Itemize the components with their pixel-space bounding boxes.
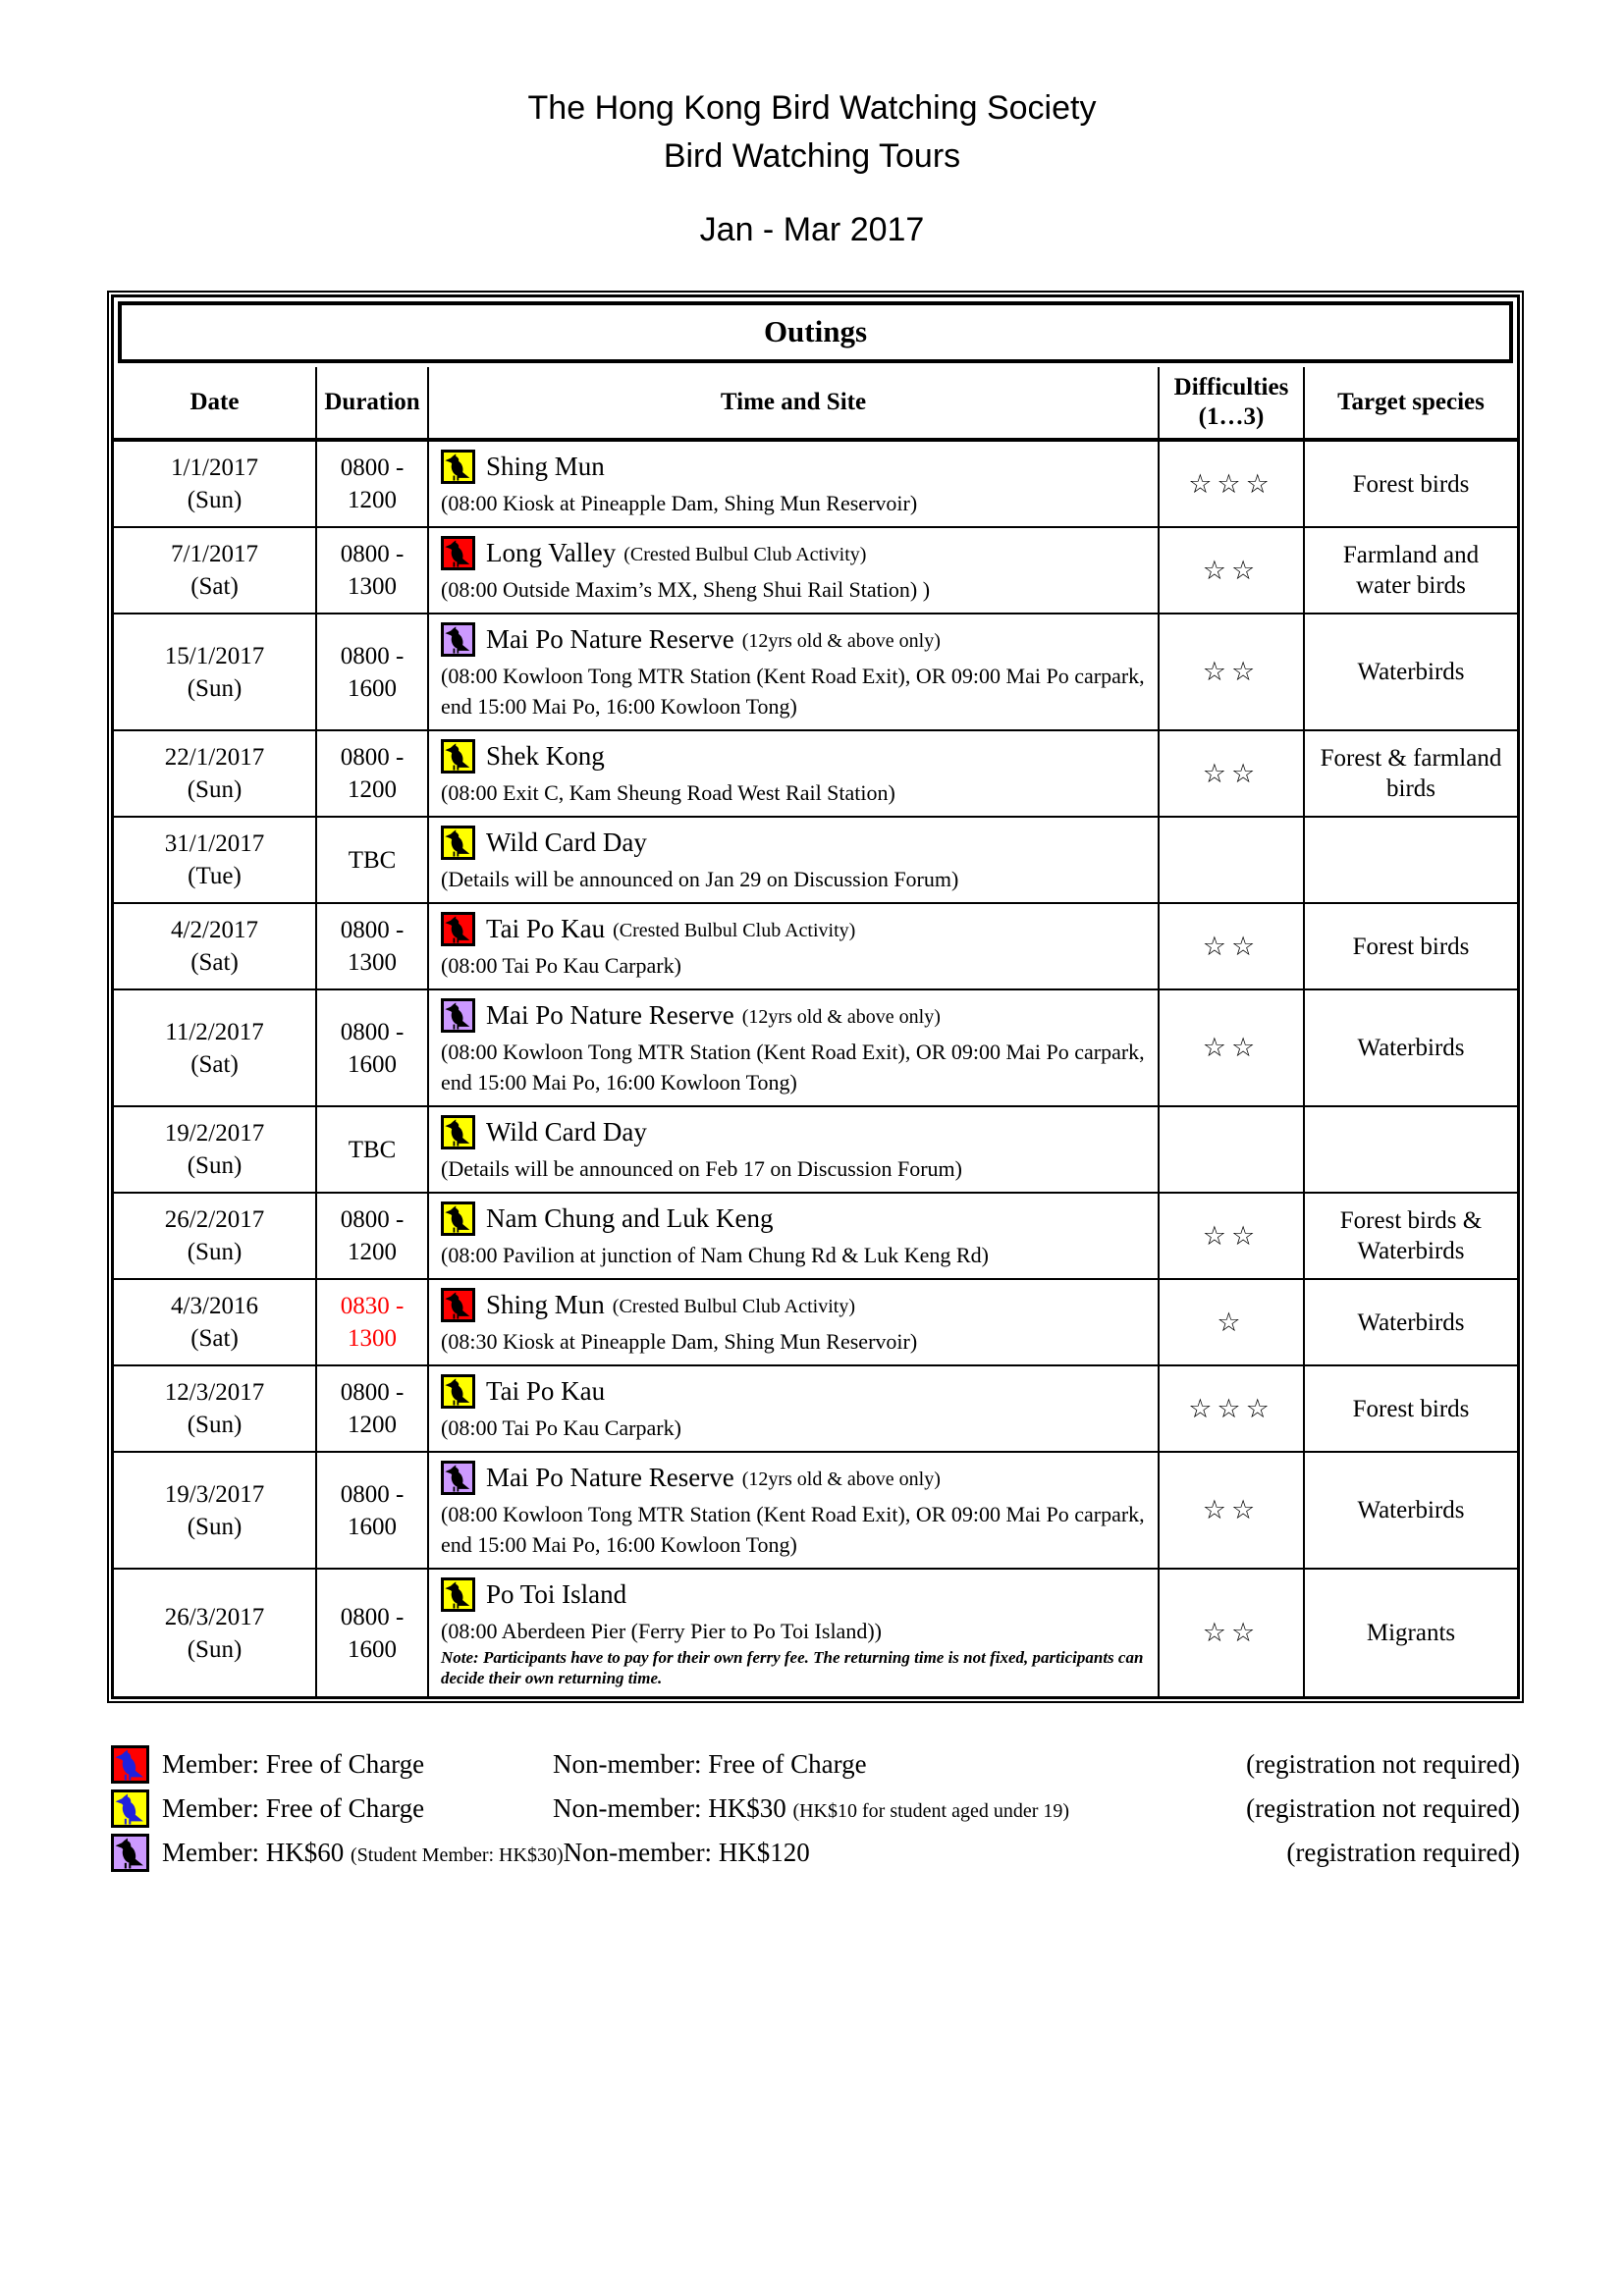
site-note: Note: Participants have to pay for their own ferry fee. The returning time is not fixed, participants can decide their own returning time.: [441, 1648, 1144, 1687]
column-header-difficulties: [1160, 367, 1305, 442]
target-species-cell: Waterbirds: [1357, 659, 1465, 685]
table-row: [114, 1453, 1517, 1570]
duration-start: 0800 -: [340, 1206, 405, 1233]
site-title-line: [441, 1374, 1148, 1409]
meeting-detail: (08:00 Tai Po Kau Carpark): [441, 953, 681, 978]
date-value: 19/3/2017: [164, 1480, 265, 1508]
duration-start: TBC: [348, 846, 397, 874]
date-value: 11/2/2017: [165, 1018, 264, 1045]
table-row: [114, 1107, 1517, 1194]
legend-nonmember-fee: Non-member: HK$120: [563, 1837, 810, 1867]
site-name: Shing Mun: [486, 1290, 605, 1319]
time-site-cell: [429, 442, 1160, 526]
meeting-detail: (08:00 Tai Po Kau Carpark): [441, 1415, 681, 1440]
difficulty-stars: ☆☆: [1202, 657, 1261, 687]
bird-icon: [441, 912, 475, 946]
difficulty-cell: [1160, 1453, 1305, 1568]
day-value: (Sun): [187, 1152, 243, 1179]
page-title: The Hong Kong Bird Watching Society: [527, 89, 1097, 127]
difficulty-stars: ☆☆☆: [1188, 468, 1274, 500]
duration-end: 1300: [348, 573, 397, 600]
site-name: Mai Po Nature Reserve: [486, 624, 734, 654]
day-value: (Sat): [190, 1325, 239, 1352]
date-value: 26/2/2017: [164, 1206, 265, 1233]
bird-icon: [441, 826, 475, 860]
difficulty-cell: [1160, 1194, 1305, 1278]
date-cell: [114, 731, 317, 816]
day-value: (Sun): [187, 487, 243, 513]
table-row: [114, 904, 1517, 990]
duration-start: 0800 -: [340, 541, 405, 567]
site-title-line: [441, 1201, 1148, 1236]
table-row: [114, 990, 1517, 1107]
table-row: [114, 442, 1517, 528]
day-value: (Sun): [187, 674, 243, 702]
table-row: [114, 1194, 1517, 1280]
target-species-cell: [1305, 1107, 1517, 1192]
difficulties-header-line1: Difficulties: [1173, 374, 1289, 400]
difficulty-stars: ☆☆: [1202, 555, 1261, 586]
duration-cell: [317, 614, 429, 729]
site-name: Tai Po Kau: [486, 914, 606, 943]
time-site-cell: [429, 1366, 1160, 1451]
difficulty-stars: ☆☆: [1202, 1033, 1261, 1063]
table-caption: Outings: [118, 301, 1513, 363]
site-title-line: [441, 912, 1148, 946]
meeting-detail: (08:00 Aberdeen Pier (Ferry Pier to Po Toi Island)): [441, 1619, 882, 1643]
bird-icon: [441, 1115, 475, 1149]
site-title-line: [441, 826, 1148, 860]
duration-end: 1200: [348, 776, 397, 803]
site-name: Shek Kong: [486, 741, 605, 771]
site-name-suffix: (12yrs old & above only): [741, 629, 941, 652]
duration-end: 1200: [348, 1412, 397, 1438]
difficulty-cell: [1160, 1570, 1305, 1696]
bird-icon: [441, 1201, 475, 1236]
date-value: 22/1/2017: [164, 744, 265, 771]
legend-member-fee: Member: HK$60 (Student Member: HK$30): [162, 1837, 564, 1867]
difficulty-stars: ☆☆☆: [1188, 1393, 1274, 1424]
bird-icon: [441, 998, 475, 1033]
time-site-cell: [429, 1453, 1160, 1568]
date-value: 4/2/2017: [171, 917, 258, 943]
legend-nonmember-fee: Non-member: Free of Charge: [553, 1748, 867, 1779]
table-row: [114, 1366, 1517, 1453]
duration-cell: [317, 1453, 429, 1568]
table-row: [114, 528, 1517, 614]
duration-cell: [317, 528, 429, 613]
target-species-cell: Forest birds: [1352, 1395, 1470, 1422]
bird-icon: [441, 1374, 475, 1409]
date-value: 15/1/2017: [164, 642, 265, 669]
time-site-cell: [429, 1107, 1160, 1192]
legend-item: [111, 1744, 1520, 1784]
column-header-time-site: Time and Site: [429, 367, 1160, 442]
bird-icon: [441, 450, 475, 484]
difficulty-stars: ☆☆: [1202, 758, 1261, 789]
date-value: 19/2/2017: [164, 1120, 265, 1147]
site-title-line: [441, 739, 1148, 774]
difficulty-cell: [1160, 614, 1305, 729]
date-cell: [114, 990, 317, 1105]
duration-start: 0800 -: [340, 642, 405, 669]
date-cell: [114, 528, 317, 613]
duration-start: 0830 -: [340, 1293, 405, 1319]
target-species-cell: Forest birds: [1352, 470, 1470, 498]
fee-legend: [111, 1744, 1520, 1872]
target-species-cell: Farmland and water birds: [1342, 542, 1480, 599]
duration-cell: [317, 1107, 429, 1192]
table-body: [114, 442, 1517, 1696]
table-row: [114, 614, 1517, 731]
date-cell: [114, 1366, 317, 1451]
duration-start: 0800 -: [340, 1480, 405, 1508]
site-name: Long Valley: [486, 538, 617, 567]
legend-registration-note: (registration not required): [1246, 1748, 1520, 1779]
duration-cell: [317, 1570, 429, 1696]
time-site-cell: [429, 614, 1160, 729]
site-name-suffix: (Crested Bulbul Club Activity): [623, 543, 867, 565]
duration-start: 0800 -: [340, 1379, 405, 1406]
date-cell: [114, 904, 317, 988]
table-row: [114, 731, 1517, 818]
duration-end: 1200: [348, 1239, 397, 1265]
day-value: (Sun): [187, 1513, 243, 1540]
column-header-date: Date: [114, 367, 317, 442]
table-row: [114, 1280, 1517, 1366]
meeting-detail: (08:00 Kowloon Tong MTR Station (Kent Road Exit), OR 09:00 Mai Po carpark, end 15:00 Mai Po, 16:00 Kowloon Tong): [441, 1040, 1145, 1095]
table-row: [114, 818, 1517, 904]
site-name-suffix: (Crested Bulbul Club Activity): [612, 1295, 855, 1317]
bird-icon: [111, 1789, 149, 1828]
difficulty-cell: [1160, 1366, 1305, 1451]
duration-cell: [317, 442, 429, 526]
date-value: 4/3/2016: [171, 1293, 258, 1319]
legend-registration-note: (registration required): [1286, 1837, 1520, 1867]
bird-icon: [111, 1834, 149, 1872]
legend-member-fee: Member: Free of Charge: [162, 1748, 425, 1779]
site-name-suffix: (12yrs old & above only): [741, 1005, 941, 1028]
site-title-line: [441, 998, 1148, 1033]
date-value: 31/1/2017: [164, 830, 265, 857]
difficulty-cell: [1160, 442, 1305, 526]
difficulty-stars: ☆☆: [1202, 1495, 1261, 1525]
table-row: [114, 1570, 1517, 1696]
site-name: Mai Po Nature Reserve: [486, 1000, 734, 1030]
time-site-cell: [429, 1280, 1160, 1364]
page-subtitle: Bird Watching Tours: [663, 137, 961, 175]
meeting-detail: (08:00 Exit C, Kam Sheung Road West Rail Station): [441, 780, 895, 805]
difficulty-stars: ☆☆: [1202, 931, 1261, 962]
legend-item: [111, 1833, 1520, 1872]
bird-icon: [441, 536, 475, 570]
table-header-row: [114, 367, 1517, 442]
duration-start: 0800 -: [340, 917, 405, 943]
target-species-cell: Migrants: [1366, 1620, 1456, 1646]
site-name: Nam Chung and Luk Keng: [486, 1203, 774, 1233]
meeting-detail: (08:00 Kiosk at Pineapple Dam, Shing Mun Reservoir): [441, 491, 918, 515]
time-site-cell: [429, 904, 1160, 988]
day-value: (Tue): [188, 863, 242, 889]
bird-icon: [441, 622, 475, 657]
bird-icon: [441, 1288, 475, 1322]
date-cell: [114, 1194, 317, 1278]
site-name: Shing Mun: [486, 452, 605, 481]
difficulty-stars: ☆☆: [1202, 1618, 1261, 1648]
date-value: 26/3/2017: [164, 1603, 265, 1630]
time-site-cell: [429, 731, 1160, 816]
date-value: 1/1/2017: [171, 454, 258, 481]
bird-icon: [441, 1577, 475, 1612]
legend-nonmember-fee: Non-member: HK$30 (HK$10 for student aged under 19): [553, 1792, 1070, 1823]
difficulty-stars: ☆☆: [1202, 1220, 1261, 1252]
duration-end: 1200: [348, 487, 397, 513]
target-species-cell: Forest & farmland birds: [1320, 745, 1502, 802]
duration-start: 0800 -: [340, 744, 405, 771]
column-header-duration: Duration: [317, 367, 429, 442]
meeting-detail: (08:30 Kiosk at Pineapple Dam, Shing Mun Reservoir): [441, 1329, 918, 1354]
legend-item: [111, 1789, 1520, 1828]
difficulty-cell: [1160, 990, 1305, 1105]
site-name: Wild Card Day: [486, 828, 647, 857]
duration-cell: [317, 1280, 429, 1364]
difficulty-cell: [1160, 528, 1305, 613]
site-title-line: [441, 1288, 1148, 1322]
duration-end: 1300: [348, 1325, 397, 1352]
duration-cell: [317, 818, 429, 902]
period-label: Jan - Mar 2017: [699, 211, 925, 248]
site-name: Mai Po Nature Reserve: [486, 1463, 734, 1492]
duration-end: 1600: [348, 674, 397, 702]
day-value: (Sun): [187, 1412, 243, 1438]
site-name: Wild Card Day: [486, 1117, 647, 1147]
target-species-cell: Forest birds: [1352, 933, 1470, 960]
site-name-suffix: (12yrs old & above only): [741, 1468, 941, 1490]
day-value: (Sun): [187, 1635, 243, 1663]
site-title-line: [441, 1577, 1148, 1612]
date-cell: [114, 1453, 317, 1568]
site-title-line: [441, 536, 1148, 570]
meeting-detail: (Details will be announced on Jan 29 on Discussion Forum): [441, 867, 959, 891]
meeting-detail: (08:00 Kowloon Tong MTR Station (Kent Road Exit), OR 09:00 Mai Po carpark, end 15:00 Mai Po, 16:00 Kowloon Tong): [441, 664, 1145, 719]
legend-registration-note: (registration not required): [1246, 1792, 1520, 1823]
day-value: (Sat): [190, 1050, 239, 1078]
day-value: (Sun): [187, 776, 243, 803]
target-species-cell: Waterbirds: [1357, 1308, 1465, 1336]
difficulty-cell: [1160, 818, 1305, 902]
time-site-cell: [429, 1570, 1160, 1696]
difficulty-cell: [1160, 1107, 1305, 1192]
date-cell: [114, 442, 317, 526]
column-header-target-species: Target species: [1305, 367, 1517, 442]
duration-start: 0800 -: [340, 1603, 405, 1630]
difficulty-cell: [1160, 1280, 1305, 1364]
duration-cell: [317, 904, 429, 988]
day-value: (Sat): [190, 949, 239, 976]
site-title-line: [441, 622, 1148, 657]
duration-cell: [317, 1194, 429, 1278]
bird-icon: [441, 739, 475, 774]
bird-icon: [111, 1745, 149, 1784]
difficulties-header-line2: (1…3): [1198, 403, 1265, 430]
target-species-cell: Waterbirds: [1357, 1497, 1465, 1523]
duration-end: 1600: [348, 1050, 397, 1078]
duration-end: 1300: [348, 949, 397, 976]
document-header: [0, 84, 1624, 253]
day-value: (Sun): [187, 1239, 243, 1265]
duration-cell: [317, 731, 429, 816]
target-species-cell: Forest birds & Waterbirds: [1339, 1207, 1483, 1264]
outings-table: [111, 294, 1520, 1699]
day-value: (Sat): [190, 573, 239, 600]
date-cell: [114, 1570, 317, 1696]
time-site-cell: [429, 990, 1160, 1105]
legend-nonmember-fee-note: (HK$10 for student aged under 19): [792, 1799, 1070, 1822]
difficulty-cell: [1160, 904, 1305, 988]
meeting-detail: (08:00 Outside Maxim’s MX, Sheng Shui Rail Station) ): [441, 577, 931, 602]
duration-end: 1600: [348, 1635, 397, 1663]
date-value: 7/1/2017: [171, 541, 258, 567]
date-cell: [114, 1107, 317, 1192]
legend-member-fee-note: (Student Member: HK$30): [350, 1843, 564, 1866]
site-title-line: [441, 450, 1148, 484]
bird-icon: [441, 1461, 475, 1495]
difficulty-stars: ☆: [1217, 1307, 1246, 1338]
site-name-suffix: (Crested Bulbul Club Activity): [613, 919, 856, 941]
site-title-line: [441, 1461, 1148, 1495]
date-value: 12/3/2017: [164, 1379, 265, 1406]
date-cell: [114, 614, 317, 729]
time-site-cell: [429, 818, 1160, 902]
site-name: Po Toi Island: [486, 1579, 627, 1609]
time-site-cell: [429, 1194, 1160, 1278]
target-species-cell: Waterbirds: [1357, 1035, 1465, 1061]
duration-start: 0800 -: [340, 454, 405, 481]
duration-start: 0800 -: [340, 1018, 405, 1045]
time-site-cell: [429, 528, 1160, 613]
site-name: Tai Po Kau: [486, 1376, 606, 1406]
date-cell: [114, 818, 317, 902]
duration-start: TBC: [348, 1136, 397, 1163]
meeting-detail: (08:00 Pavilion at junction of Nam Chung Rd & Luk Keng Rd): [441, 1243, 989, 1267]
duration-cell: [317, 990, 429, 1105]
meeting-detail: (08:00 Kowloon Tong MTR Station (Kent Road Exit), OR 09:00 Mai Po carpark, end 15:00 Mai Po, 16:00 Kowloon Tong): [441, 1502, 1145, 1557]
meeting-detail: (Details will be announced on Feb 17 on Discussion Forum): [441, 1156, 962, 1181]
duration-end: 1600: [348, 1513, 397, 1540]
duration-cell: [317, 1366, 429, 1451]
site-title-line: [441, 1115, 1148, 1149]
difficulty-cell: [1160, 731, 1305, 816]
date-cell: [114, 1280, 317, 1364]
target-species-cell: [1305, 818, 1517, 902]
legend-member-fee: Member: Free of Charge: [162, 1792, 425, 1823]
